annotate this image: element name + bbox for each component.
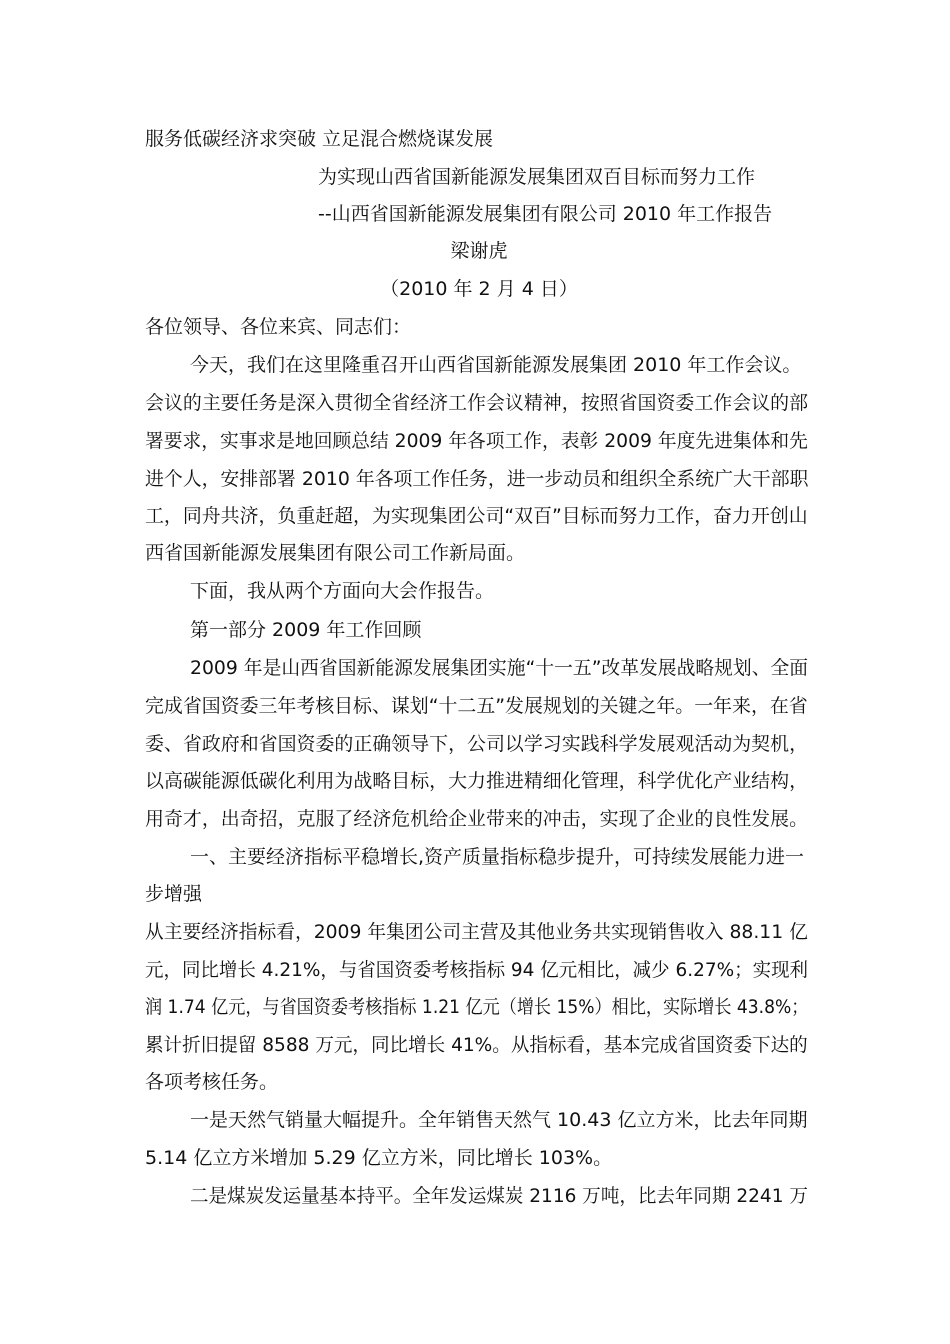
document-title: 服务低碳经济求突破 立足混合燃烧谋发展: [145, 128, 494, 150]
paragraph-line: 会议的主要任务是深入贯彻全省经济工作会议精神，按照省国资委工作会议的部: [145, 392, 809, 414]
paragraph-line: 累计折旧提留 8588 万元，同比增长 41%。从指标看，基本完成省国资委下达的: [145, 1034, 808, 1056]
paragraph-line: 元，同比增长 4.21%，与省国资委考核指标 94 亿元相比，减少 6.27%；实现利: [145, 959, 809, 981]
document-subtitle: 为实现山西省国新能源发展集团双百目标而努力工作: [318, 166, 756, 188]
report-line: --山西省国新能源发展集团有限公司 2010 年工作报告: [318, 203, 773, 225]
paragraph-line: 委、省政府和省国资委的正确领导下，公司以学习实践科学发展观活动为契机，: [145, 733, 809, 755]
paragraph-line: 以高碳能源低碳化利用为战略目标，大力推进精细化管理，科学优化产业结构，: [145, 770, 809, 792]
paragraph-line: 西省国新能源发展集团有限公司工作新局面。: [145, 542, 526, 564]
paragraph-line: 润 1.74 亿元，与省国资委考核指标 1.21 亿元（增长 15%）相比，实际增长 43.8%；: [145, 996, 809, 1018]
paragraph-line: 下面，我从两个方面向大会作报告。: [190, 580, 495, 602]
paragraph-line: 今天，我们在这里隆重召开山西省国新能源发展集团 2010 年工作会议。: [190, 354, 802, 376]
author-name: 梁谢虎: [450, 240, 508, 262]
report-date: （2010 年 2 月 4 日）: [380, 278, 578, 300]
paragraph-line: 二是煤炭发运量基本持平。全年发运煤炭 2116 万吨，比去年同期 2241 万: [190, 1185, 808, 1207]
paragraph-line: 进个人，安排部署 2010 年各项工作任务，进一步动员和组织全系统广大干部职: [145, 468, 809, 490]
paragraph-line: 完成省国资委三年考核目标、谋划“十二五”发展规划的关键之年。一年来，在省: [145, 695, 808, 717]
greeting: 各位领导、各位来宾、同志们：: [145, 316, 412, 338]
paragraph-line: 工，同舟共济，负重赶超，为实现集团公司“双百”目标而努力工作，奋力开创山: [145, 505, 808, 527]
paragraph-line: 从主要经济指标看，2009 年集团公司主营及其他业务共实现销售收入 88.11 亿: [145, 921, 808, 943]
paragraph-line: 署要求，实事求是地回顾总结 2009 年各项工作，表彰 2009 年度先进集体和先: [145, 430, 808, 452]
paragraph-line: 各项考核任务。: [145, 1071, 279, 1093]
subsection-heading: 一、主要经济指标平稳增长,资产质量指标稳步提升，可持续发展能力进一: [190, 846, 805, 868]
paragraph-line: 用奇才，出奇招，克服了经济危机给企业带来的冲击，实现了企业的良性发展。: [145, 808, 809, 830]
paragraph-line: 2009 年是山西省国新能源发展集团实施“十一五”改革发展战略规划、全面: [190, 657, 809, 679]
section-heading: 第一部分 2009 年工作回顾: [190, 619, 422, 641]
subsection-heading: 步增强: [145, 883, 203, 905]
paragraph-line: 5.14 亿立方米增加 5.29 亿立方米，同比增长 103%。: [145, 1147, 613, 1169]
paragraph-line: 一是天然气销量大幅提升。全年销售天然气 10.43 亿立方米，比去年同期: [190, 1109, 808, 1131]
